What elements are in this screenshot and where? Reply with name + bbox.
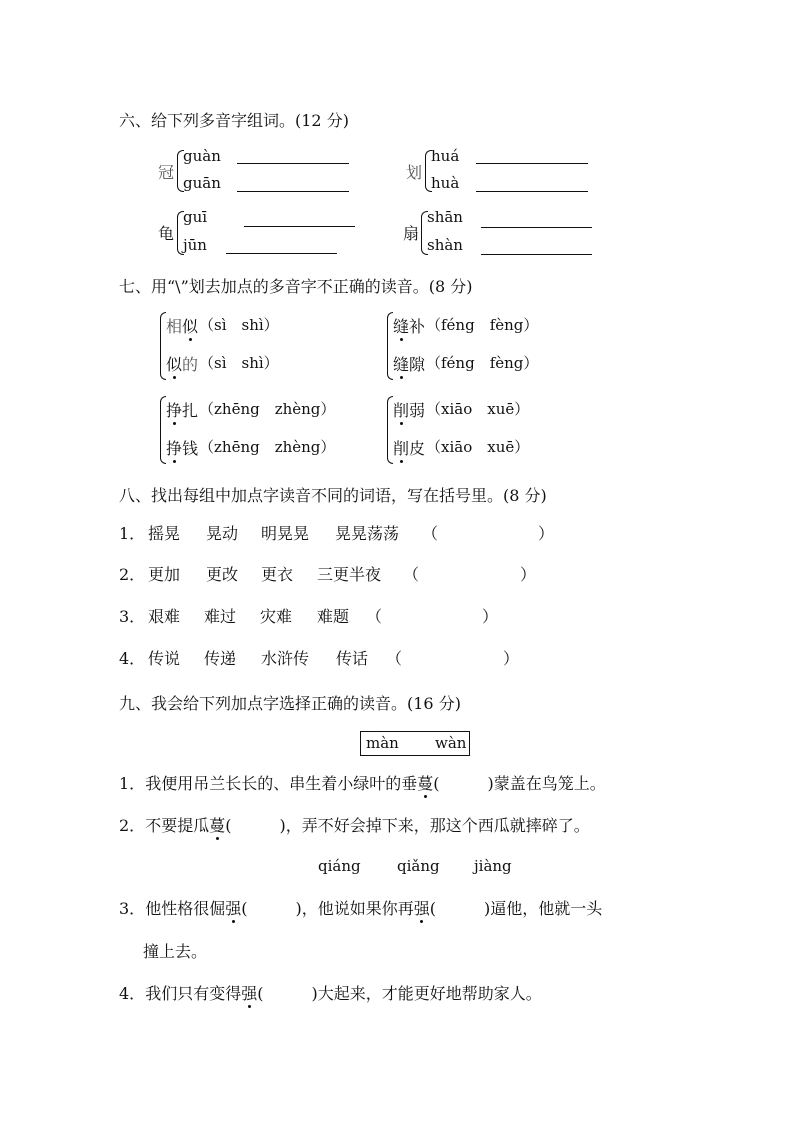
answer-blank[interactable] (237, 191, 349, 192)
pinyin-option: qiáng (318, 857, 361, 875)
word-1: 挣扎 (166, 398, 198, 421)
reading-2: jūn (183, 236, 207, 254)
row-number: 1． (119, 524, 146, 543)
word: 晃动 (206, 524, 239, 543)
word: 传递 (204, 649, 237, 668)
paren-close[interactable]: ） (503, 649, 520, 668)
answer-paren[interactable]: ( ) (433, 774, 494, 793)
word-1: 削弱 (393, 398, 425, 421)
word-2: 缝隙 (393, 352, 425, 375)
question-3-line-2: 撞上去。 (143, 942, 208, 961)
answer-blank[interactable] (244, 226, 355, 227)
reading-options[interactable]: （zhēng zhèng） (199, 400, 336, 418)
word: 明晃晃 (261, 524, 310, 543)
word: 传话 (336, 649, 369, 668)
reading-1: shān (427, 208, 463, 226)
reading-2: huà (431, 174, 460, 192)
word-1: 缝补 (393, 314, 425, 337)
answer-blank[interactable] (481, 254, 592, 255)
reading-1: guī (183, 208, 208, 226)
answer-blank[interactable] (237, 163, 349, 164)
word: 难题 (317, 607, 350, 626)
word: 更加 (148, 565, 181, 584)
row-number: 2． (119, 565, 146, 584)
row-number: 4． (119, 649, 146, 668)
word-1: 相似 (166, 314, 198, 337)
paren-open[interactable]: （ (422, 524, 439, 543)
word-2: 挣钱 (166, 436, 198, 459)
word: 艰难 (148, 607, 181, 626)
reading-options[interactable]: （sì shì） (199, 316, 279, 334)
polyphone-char: 扇 (403, 224, 420, 243)
reading-options[interactable]: （xiāo xuē） (426, 400, 530, 418)
reading-2: shàn (427, 236, 463, 254)
word: 更改 (206, 565, 239, 584)
paren-open[interactable]: （ (386, 649, 403, 668)
polyphone-char: 龟 (158, 224, 175, 243)
paren-close[interactable]: ） (482, 607, 499, 626)
word: 更衣 (261, 565, 294, 584)
section-9-title: 九、我会给下列加点字选择正确的读音。(16 分) (119, 694, 461, 713)
reading-options[interactable]: （sì shì） (199, 354, 279, 372)
answer-blank[interactable] (476, 163, 588, 164)
reading-2: guān (183, 174, 221, 192)
word: 难过 (204, 607, 237, 626)
question-1: 1．我便用吊兰长长的、串生着小绿叶的垂蔓( )蒙盖在鸟笼上。 (119, 771, 606, 794)
question-3: 3．他性格很倔强( )，他说如果你再强( )逼他，他就一头 (119, 896, 602, 919)
question-2: 2．不要提瓜蔓( )，弄不好会掉下来，那这个西瓜就摔碎了。 (119, 813, 590, 836)
paren-close[interactable]: ） (538, 524, 555, 543)
question-4: 4．我们只有变得强( )大起来，才能更好地帮助家人。 (119, 981, 542, 1004)
polyphone-char: 划 (406, 163, 423, 182)
answer-blank[interactable] (476, 191, 588, 192)
answer-blank[interactable] (481, 227, 592, 228)
reading-options[interactable]: （xiāo xuē） (426, 438, 530, 456)
word: 灾难 (260, 607, 293, 626)
word: 三更半夜 (317, 565, 382, 584)
pinyin-box-man (360, 731, 470, 756)
pinyin-option: qiǎng (397, 857, 440, 875)
pinyin-option: wàn (435, 734, 467, 752)
reading-1: guàn (183, 147, 221, 165)
paren-open[interactable]: （ (366, 607, 383, 626)
section-7-title: 七、用“\”划去加点的多音字不正确的读音。(8 分) (119, 277, 473, 296)
word: 传说 (148, 649, 181, 668)
word: 水浒传 (261, 649, 310, 668)
section-8-title: 八、找出每组中加点字读音不同的词语，写在括号里。(8 分) (119, 486, 547, 505)
reading-options[interactable]: （zhēng zhèng） (199, 438, 336, 456)
answer-blank[interactable] (226, 253, 337, 254)
paren-open[interactable]: （ (403, 565, 420, 584)
pinyin-option: jiàng (474, 857, 512, 875)
word-2: 似的 (166, 352, 198, 375)
reading-options[interactable]: （féng fèng） (426, 354, 539, 372)
word-2: 削皮 (393, 436, 425, 459)
polyphone-char: 冠 (158, 163, 175, 182)
pinyin-option: màn (366, 734, 399, 752)
reading-options[interactable]: （féng fèng） (426, 316, 539, 334)
section-6-title: 六、给下列多音字组词。(12 分) (119, 111, 349, 130)
answer-paren[interactable]: ( ) (225, 816, 286, 835)
paren-close[interactable]: ） (520, 565, 537, 584)
reading-1: huá (431, 147, 460, 165)
row-number: 3． (119, 607, 146, 626)
word: 摇晃 (148, 524, 181, 543)
word: 晃晃荡荡 (335, 524, 400, 543)
